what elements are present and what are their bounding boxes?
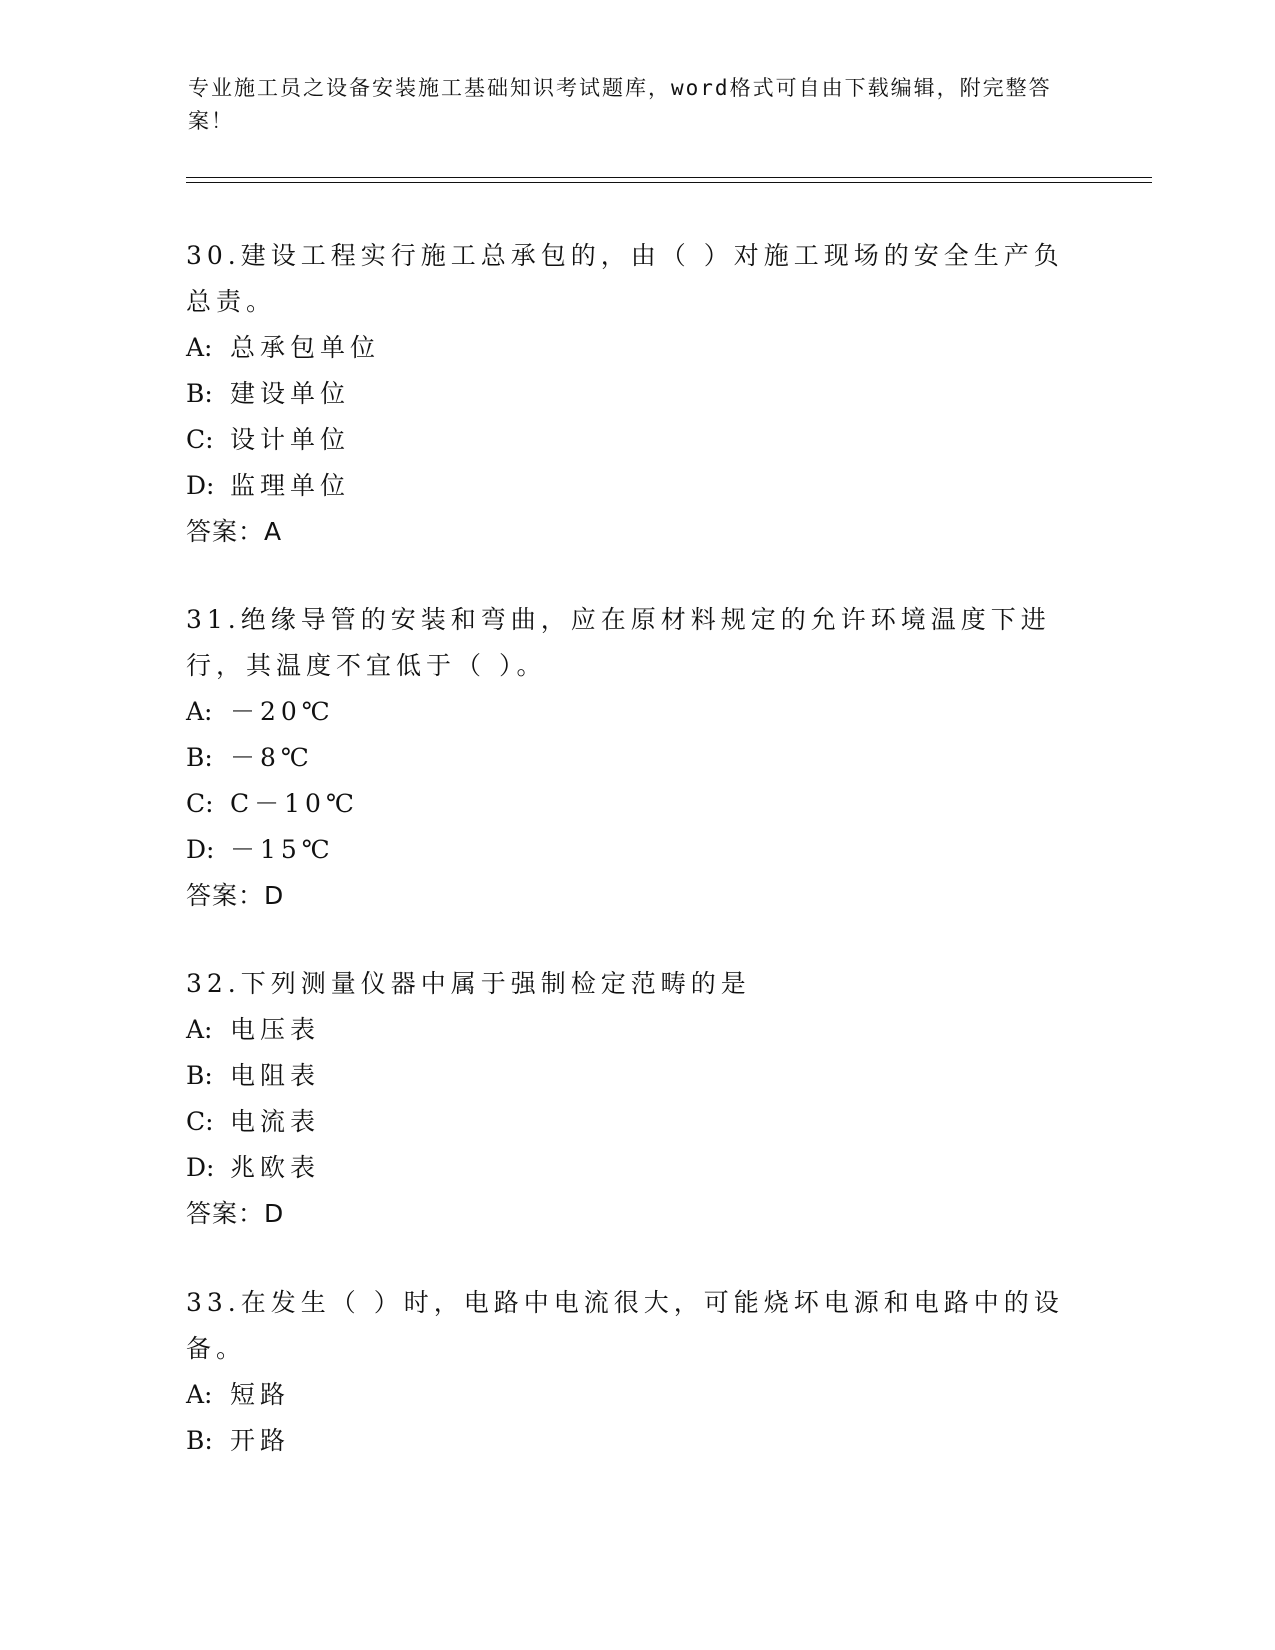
option-a [186,1372,1066,1418]
option-text: 设计单位 [230,425,351,454]
question-32 [186,961,1066,1237]
question-stem: 32.下列测量仪器中属于强制检定范畴的是 [186,969,751,998]
option-b [186,1053,1066,1099]
question-33 [186,1280,1066,1464]
option-label: A: [186,333,213,362]
question-30 [186,233,1066,555]
answer-line: 答案：A [186,517,283,546]
option-text: 开路 [230,1426,291,1455]
option-a [186,325,1066,371]
option-text: 监理单位 [230,471,351,500]
question-stem: 30.建设工程实行施工总承包的，由（ ）对施工现场的安全生产负总责。 [186,241,1064,316]
option-label: B: [186,1426,213,1455]
option-text: 电压表 [230,1015,321,1044]
question-stem: 33.在发生（ ）时，电路中电流很大，可能烧坏电源和电路中的设备。 [186,1288,1064,1363]
option-label: C: [186,425,214,454]
option-b [186,371,1066,417]
header-text: 专业施工员之设备安装施工基础知识考试题库，word格式可自由下载编辑，附完整答案！ [188,76,1052,133]
option-label: D: [186,1153,215,1182]
option-text: 短路 [230,1380,291,1409]
option-label: D: [186,835,215,864]
option-label: C: [186,1107,214,1136]
option-label: A: [186,1015,213,1044]
header-divider-bottom [186,182,1152,183]
option-text: 建设单位 [230,379,351,408]
option-label: B: [186,1061,213,1090]
option-text: －20℃ [230,697,335,726]
option-text: 电阻表 [230,1061,321,1090]
option-text: C－10℃ [230,789,359,818]
option-c [186,781,1066,827]
option-c [186,417,1066,463]
option-d [186,463,1066,509]
option-label: D: [186,471,215,500]
answer-line: 答案：D [186,1199,285,1228]
option-text: 电流表 [230,1107,321,1136]
option-c [186,1099,1066,1145]
question-31 [186,597,1066,919]
option-text: －15℃ [230,835,335,864]
header-divider-top [186,177,1152,178]
option-b [186,1418,1066,1464]
option-b [186,735,1066,781]
option-text: －8℃ [230,743,314,772]
option-label: A: [186,1380,213,1409]
question-stem: 31.绝缘导管的安装和弯曲，应在原材料规定的允许环境温度下进行，其温度不宜低于（ ）。 [186,605,1051,680]
option-a [186,1007,1066,1053]
option-label: B: [186,743,213,772]
option-label: A: [186,697,213,726]
document-header [188,72,1068,138]
option-label: C: [186,789,214,818]
option-text: 总承包单位 [230,333,381,362]
answer-line: 答案：D [186,881,285,910]
option-a [186,689,1066,735]
option-d [186,1145,1066,1191]
option-d [186,827,1066,873]
option-text: 兆欧表 [230,1153,321,1182]
option-label: B: [186,379,213,408]
